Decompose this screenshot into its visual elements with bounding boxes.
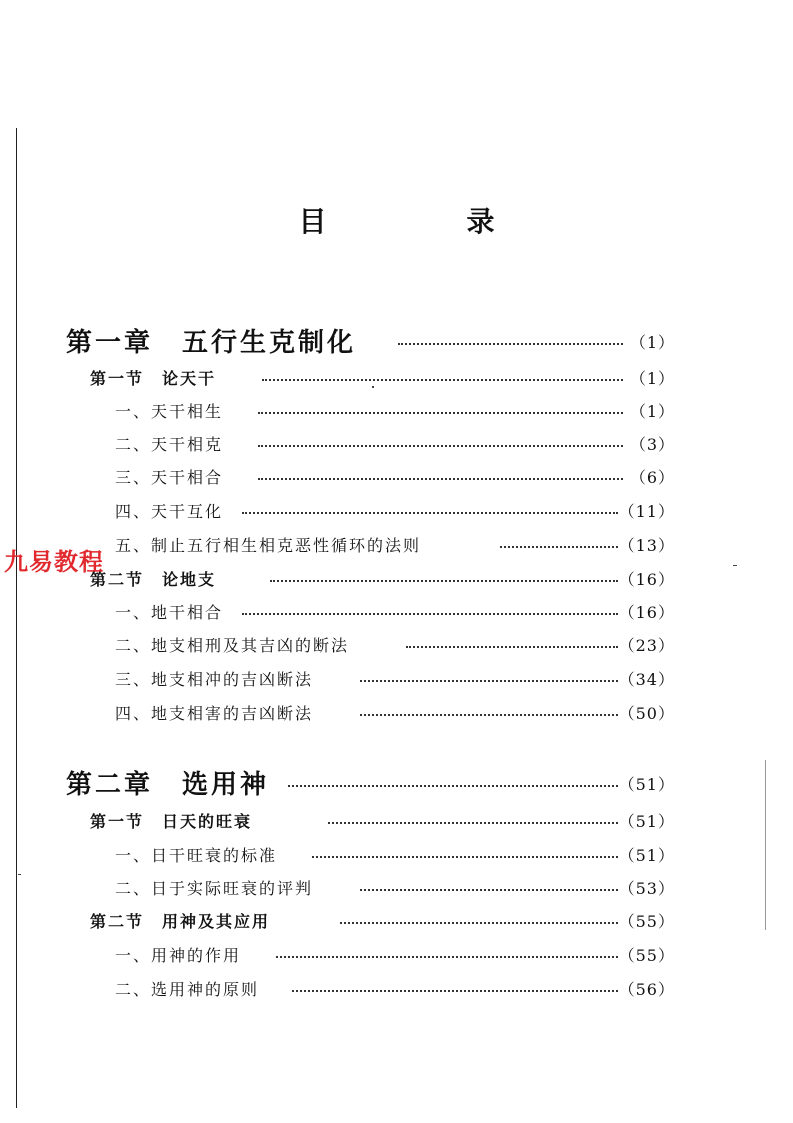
toc-leader-dots [270,579,618,582]
toc-leader-dots [292,989,618,992]
toc-item-label: 二、选用神的原则 [115,980,260,999]
toc-page-number: （50） [618,704,675,723]
toc-leader-dots [288,784,618,787]
toc-leader-dots [242,612,618,615]
toc-page-number: （51） [618,775,675,794]
toc-item[interactable] [0,397,793,425]
toc-section[interactable] [0,907,793,935]
toc-item[interactable] [0,841,793,869]
toc-item-label: 一、用神的作用 [115,946,242,965]
scan-artifact-line [765,760,766,930]
toc-page-number: （1） [629,333,675,352]
toc-section-label: 第一节 日天的旺衰 [90,812,253,831]
toc-chapter-label: 第二章 选用神 [66,770,270,800]
toc-item-label: 五、制止五行相生相克恶性循环的法则 [115,536,422,555]
toc-leader-dots [258,444,623,447]
toc-page-number: （16） [618,603,675,622]
toc-item[interactable] [0,463,793,491]
toc-page-number: （34） [618,670,675,689]
toc-item[interactable] [0,941,793,969]
toc-item[interactable] [0,631,793,659]
toc-page-number: （53） [618,879,675,898]
scan-speck [18,874,21,875]
toc-section-label: 第一节 论天干 [90,369,217,388]
toc-leader-dots [360,679,618,682]
toc-leader-dots [258,411,623,414]
scan-speck [733,565,737,566]
toc-section[interactable] [0,565,793,593]
toc-item-label: 二、日于实际旺衰的评判 [115,879,314,898]
toc-chapter-label: 第一章 五行生克制化 [66,328,357,358]
toc-section-label: 第二节 用神及其应用 [90,912,271,931]
toc-page-number: （51） [618,812,675,831]
toc-item[interactable] [0,497,793,525]
toc-leader-dots [398,342,623,345]
toc-page-number: （1） [629,369,675,388]
toc-leader-dots [312,855,618,858]
toc-leader-dots [340,921,618,924]
toc-item-label: 三、天干相合 [115,468,224,487]
toc-item[interactable] [0,665,793,693]
toc-page-number: （56） [618,980,675,999]
page-title: 目 录 [298,205,551,238]
toc-item[interactable] [0,874,793,902]
toc-item[interactable] [0,598,793,626]
toc-item[interactable] [0,699,793,727]
toc-item-label: 四、地支相害的吉凶断法 [115,704,314,723]
toc-leader-dots [328,821,618,824]
toc-chapter[interactable] [0,326,793,358]
toc-page-number: （13） [618,536,675,555]
toc-page-number: （11） [618,502,675,521]
scan-speck [372,386,374,388]
toc-leader-dots [360,888,618,891]
toc-item-label: 二、天干相克 [115,435,224,454]
toc-section-label: 第二节 论地支 [90,570,217,589]
toc-page-number: （3） [629,435,675,454]
toc-item-label: 一、日干旺衰的标准 [115,846,278,865]
watermark-logo: 九易教程 [4,548,104,576]
toc-page-number: （23） [618,636,675,655]
toc-leader-dots [262,378,623,381]
toc-item[interactable] [0,975,793,1003]
toc-section[interactable] [0,807,793,835]
toc-page-number: （1） [629,402,675,421]
toc-page-number: （6） [629,468,675,487]
toc-page-number: （16） [618,570,675,589]
toc-item[interactable] [0,430,793,458]
toc-leader-dots [406,645,618,648]
toc-leader-dots [360,713,618,716]
toc-leader-dots [258,477,623,480]
toc-item-label: 一、天干相生 [115,402,224,421]
toc-page-number: （55） [618,912,675,931]
toc-chapter[interactable] [0,768,793,800]
toc-item-label: 四、天干互化 [115,502,224,521]
toc-leader-dots [242,511,618,514]
toc-leader-dots [276,955,618,958]
toc-item-label: 二、地支相刑及其吉凶的断法 [115,636,350,655]
toc-page-number: （55） [618,946,675,965]
toc-leader-dots [500,545,618,548]
toc-item[interactable] [0,531,793,559]
toc-item-label: 三、地支相冲的吉凶断法 [115,670,314,689]
toc-item-label: 一、地干相合 [115,603,224,622]
toc-section[interactable] [0,364,793,392]
toc-page-number: （51） [618,846,675,865]
